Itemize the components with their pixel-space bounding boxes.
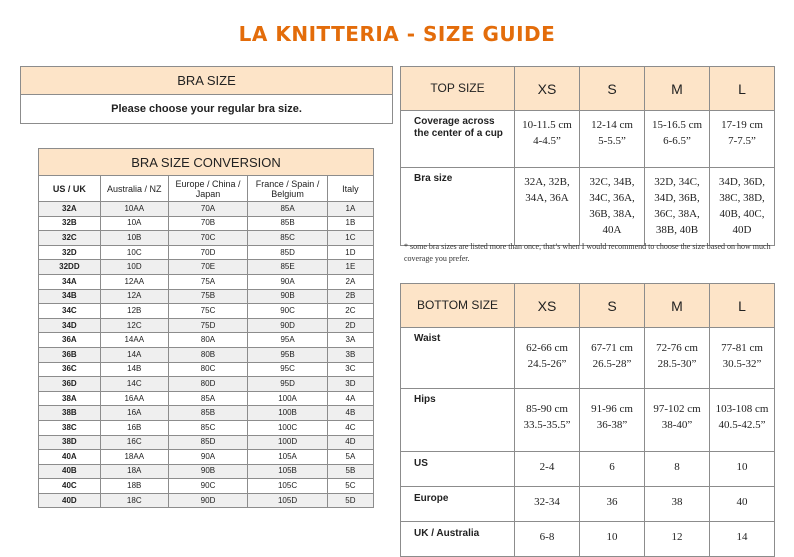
uk-label: UK / Australia [401, 522, 515, 557]
table-cell: 100D [248, 435, 328, 450]
table-cell: 95C [248, 362, 328, 377]
table-cell: 36A [39, 333, 101, 348]
coverage-cm: 17-19 cm [721, 119, 763, 131]
hips-in: 40.5-42.5” [718, 419, 766, 431]
coverage-cm: 12-14 cm [591, 119, 633, 131]
table-cell: 10A [100, 216, 168, 231]
waist-cm: 62-66 cm [526, 342, 568, 354]
bra-size-cell: 32D, 34C, 34D, 36B, 36C, 38A, 38B, 40B [645, 168, 710, 246]
table-cell: 1E [327, 260, 373, 275]
table-cell: 40D [39, 493, 101, 508]
table-cell: 85D [248, 245, 328, 260]
table-cell: 3C [327, 362, 373, 377]
coverage-in: 5-5.5” [598, 135, 626, 147]
uk-cell: 14 [710, 522, 775, 557]
table-cell: 32C [39, 231, 101, 246]
bottom-size-heading-text: BOTTOM SIZE [416, 298, 499, 312]
waist-in: 24.5-26” [527, 358, 567, 370]
table-cell: 85E [248, 260, 328, 275]
hips-cm: 97-102 cm [653, 403, 701, 415]
bottom-size-heading [401, 284, 515, 328]
table-cell: 5B [327, 464, 373, 479]
hips-cell [710, 389, 775, 452]
table-cell: 3D [327, 377, 373, 392]
us-cell: 10 [710, 452, 775, 487]
table-cell: 3B [327, 347, 373, 362]
table-row [39, 362, 374, 377]
table-cell: 105D [248, 493, 328, 508]
coverage-cell [580, 111, 645, 168]
table-cell: 18C [100, 493, 168, 508]
table-cell: 10B [100, 231, 168, 246]
size-header: L [710, 67, 775, 111]
hips-label: Hips [401, 389, 515, 452]
hips-cm: 91-96 cm [591, 403, 633, 415]
table-row [39, 420, 374, 435]
table-cell: 32D [39, 245, 101, 260]
size-header: XS [515, 67, 580, 111]
table-cell: 80D [168, 377, 247, 392]
table-row [39, 245, 374, 260]
table-cell: 5D [327, 493, 373, 508]
size-header: XS [515, 284, 580, 328]
table-row [39, 231, 374, 246]
top-size-heading [401, 67, 515, 111]
us-label: US [401, 452, 515, 487]
table-cell: 80C [168, 362, 247, 377]
bottom-size-table [400, 283, 775, 557]
table-cell: 14B [100, 362, 168, 377]
table-cell: 70E [168, 260, 247, 275]
coverage-in: 6-6.5” [663, 135, 691, 147]
table-row [39, 333, 374, 348]
hips-in: 36-38” [596, 419, 628, 431]
table-cell: 70D [168, 245, 247, 260]
hips-cell [515, 389, 580, 452]
table-cell: 40B [39, 464, 101, 479]
table-cell: 85A [248, 202, 328, 217]
waist-cm: 72-76 cm [656, 342, 698, 354]
table-cell: 4B [327, 406, 373, 421]
table-cell: 16B [100, 420, 168, 435]
bra-conversion-table [38, 148, 374, 508]
table-cell: 75A [168, 274, 247, 289]
table-row [39, 216, 374, 231]
table-cell: 85B [168, 406, 247, 421]
size-header: M [645, 67, 710, 111]
table-cell: 75B [168, 289, 247, 304]
table-cell: 4D [327, 435, 373, 450]
table-cell: 16AA [100, 391, 168, 406]
table-row [39, 377, 374, 392]
table-cell: 95D [248, 377, 328, 392]
table-cell: 18A [100, 464, 168, 479]
table-cell: 12B [100, 304, 168, 319]
size-header: S [580, 284, 645, 328]
waist-cell [580, 328, 645, 389]
table-cell: 85C [248, 231, 328, 246]
table-row [39, 450, 374, 465]
coverage-cm: 15-16.5 cm [651, 119, 703, 131]
table-row [39, 406, 374, 421]
page-title: LA KNITTERIA - SIZE GUIDE [238, 22, 556, 46]
table-cell: 40C [39, 479, 101, 494]
table-row [39, 347, 374, 362]
waist-cm: 77-81 cm [721, 342, 763, 354]
table-cell: 2D [327, 318, 373, 333]
table-cell: 105C [248, 479, 328, 494]
europe-label: Europe [401, 487, 515, 522]
table-cell: 85A [168, 391, 247, 406]
table-cell: 32DD [39, 260, 101, 275]
us-cell: 6 [580, 452, 645, 487]
table-cell: 2C [327, 304, 373, 319]
table-cell: 38B [39, 406, 101, 421]
size-header: M [645, 284, 710, 328]
column-header: Europe / China / Japan [168, 176, 247, 202]
europe-cell: 40 [710, 487, 775, 522]
table-cell: 12A [100, 289, 168, 304]
table-row [39, 464, 374, 479]
column-header: Australia / NZ [100, 176, 168, 202]
table-row [39, 318, 374, 333]
coverage-cell [710, 111, 775, 168]
table-cell: 4C [327, 420, 373, 435]
table-row [39, 304, 374, 319]
hips-cm: 85-90 cm [526, 403, 568, 415]
table-cell: 36C [39, 362, 101, 377]
footnote: * some bra sizes are listed more than once, that’s when I would recommend to choose the size based on how much coverage you prefer. [404, 242, 771, 263]
hips-cell [580, 389, 645, 452]
waist-label: Waist [401, 328, 515, 389]
table-cell: 16A [100, 406, 168, 421]
table-cell: 12AA [100, 274, 168, 289]
table-cell: 105A [248, 450, 328, 465]
table-cell: 34C [39, 304, 101, 319]
waist-cell [710, 328, 775, 389]
table-cell: 16C [100, 435, 168, 450]
waist-in: 30.5-32” [722, 358, 762, 370]
table-cell: 90D [248, 318, 328, 333]
table-cell: 85C [168, 420, 247, 435]
conversion-caption: BRA SIZE CONVERSION [39, 149, 374, 176]
table-cell: 1D [327, 245, 373, 260]
us-cell: 2-4 [515, 452, 580, 487]
table-cell: 85D [168, 435, 247, 450]
bra-size-cell: 32A, 32B, 34A, 36A [515, 168, 580, 246]
column-header: US / UK [39, 176, 101, 202]
table-cell: 80A [168, 333, 247, 348]
table-cell: 90B [248, 289, 328, 304]
table-cell: 3A [327, 333, 373, 348]
table-cell: 100B [248, 406, 328, 421]
table-cell: 40A [39, 450, 101, 465]
table-cell: 105B [248, 464, 328, 479]
uk-cell: 12 [645, 522, 710, 557]
table-cell: 10AA [100, 202, 168, 217]
waist-cm: 67-71 cm [591, 342, 633, 354]
bra-size-cell: 32C, 34B, 34C, 36A, 36B, 38A, 40A [580, 168, 645, 246]
table-cell: 2B [327, 289, 373, 304]
waist-in: 26.5-28” [592, 358, 632, 370]
waist-cell [645, 328, 710, 389]
bra-size-cell: 34D, 36D, 38C, 38D, 40B, 40C, 40D [710, 168, 775, 246]
table-row [39, 493, 374, 508]
hips-in: 33.5-35.5” [523, 419, 571, 431]
table-cell: 95B [248, 347, 328, 362]
table-row [39, 435, 374, 450]
coverage-cm: 10-11.5 cm [522, 119, 572, 131]
table-cell: 18AA [100, 450, 168, 465]
size-header: L [710, 284, 775, 328]
hips-cm: 103-108 cm [715, 403, 769, 415]
table-cell: 90A [248, 274, 328, 289]
top-size-table [400, 66, 775, 246]
table-cell: 1A [327, 202, 373, 217]
table-cell: 90C [168, 479, 247, 494]
table-cell: 38A [39, 391, 101, 406]
table-row [39, 479, 374, 494]
column-header: Italy [327, 176, 373, 202]
coverage-in: 4-4.5” [533, 135, 561, 147]
bra-size-message: Please choose your regular bra size. [21, 95, 393, 124]
waist-in: 28.5-30” [657, 358, 697, 370]
top-size-heading-text: TOP SIZE [430, 81, 485, 95]
table-cell: 10D [100, 260, 168, 275]
europe-cell: 36 [580, 487, 645, 522]
table-cell: 10C [100, 245, 168, 260]
table-row [39, 202, 374, 217]
uk-cell: 6-8 [515, 522, 580, 557]
size-header: S [580, 67, 645, 111]
table-cell: 80B [168, 347, 247, 362]
table-cell: 70A [168, 202, 247, 217]
table-cell: 75D [168, 318, 247, 333]
table-cell: 90C [248, 304, 328, 319]
europe-cell: 38 [645, 487, 710, 522]
table-cell: 32A [39, 202, 101, 217]
table-cell: 5C [327, 479, 373, 494]
table-cell: 100C [248, 420, 328, 435]
waist-cell [515, 328, 580, 389]
bra-size-heading: BRA SIZE [21, 67, 393, 95]
europe-cell: 32-34 [515, 487, 580, 522]
bra-size-label: Bra size [401, 168, 515, 246]
table-cell: 90D [168, 493, 247, 508]
table-cell: 1B [327, 216, 373, 231]
table-cell: 38C [39, 420, 101, 435]
table-cell: 14C [100, 377, 168, 392]
table-cell: 34B [39, 289, 101, 304]
table-cell: 90A [168, 450, 247, 465]
table-row [39, 260, 374, 275]
table-cell: 1C [327, 231, 373, 246]
table-cell: 95A [248, 333, 328, 348]
table-cell: 75C [168, 304, 247, 319]
hips-cell [645, 389, 710, 452]
table-cell: 100A [248, 391, 328, 406]
table-cell: 36B [39, 347, 101, 362]
table-cell: 36D [39, 377, 101, 392]
table-row [39, 274, 374, 289]
table-cell: 12C [100, 318, 168, 333]
table-cell: 90B [168, 464, 247, 479]
hips-in: 38-40” [661, 419, 693, 431]
table-cell: 85B [248, 216, 328, 231]
coverage-cell [515, 111, 580, 168]
table-cell: 34A [39, 274, 101, 289]
uk-cell: 10 [580, 522, 645, 557]
table-cell: 14AA [100, 333, 168, 348]
table-cell: 70C [168, 231, 247, 246]
coverage-in: 7-7.5” [728, 135, 756, 147]
table-cell: 14A [100, 347, 168, 362]
coverage-label: Coverage across the center of a cup [401, 111, 515, 168]
bra-size-box [20, 66, 393, 124]
table-cell: 38D [39, 435, 101, 450]
us-cell: 8 [645, 452, 710, 487]
coverage-cell [645, 111, 710, 168]
table-cell: 34D [39, 318, 101, 333]
table-row [39, 289, 374, 304]
column-header: France / Spain / Belgium [248, 176, 328, 202]
table-cell: 70B [168, 216, 247, 231]
table-cell: 18B [100, 479, 168, 494]
table-cell: 4A [327, 391, 373, 406]
table-cell: 2A [327, 274, 373, 289]
table-row [39, 391, 374, 406]
table-cell: 5A [327, 450, 373, 465]
table-cell: 32B [39, 216, 101, 231]
